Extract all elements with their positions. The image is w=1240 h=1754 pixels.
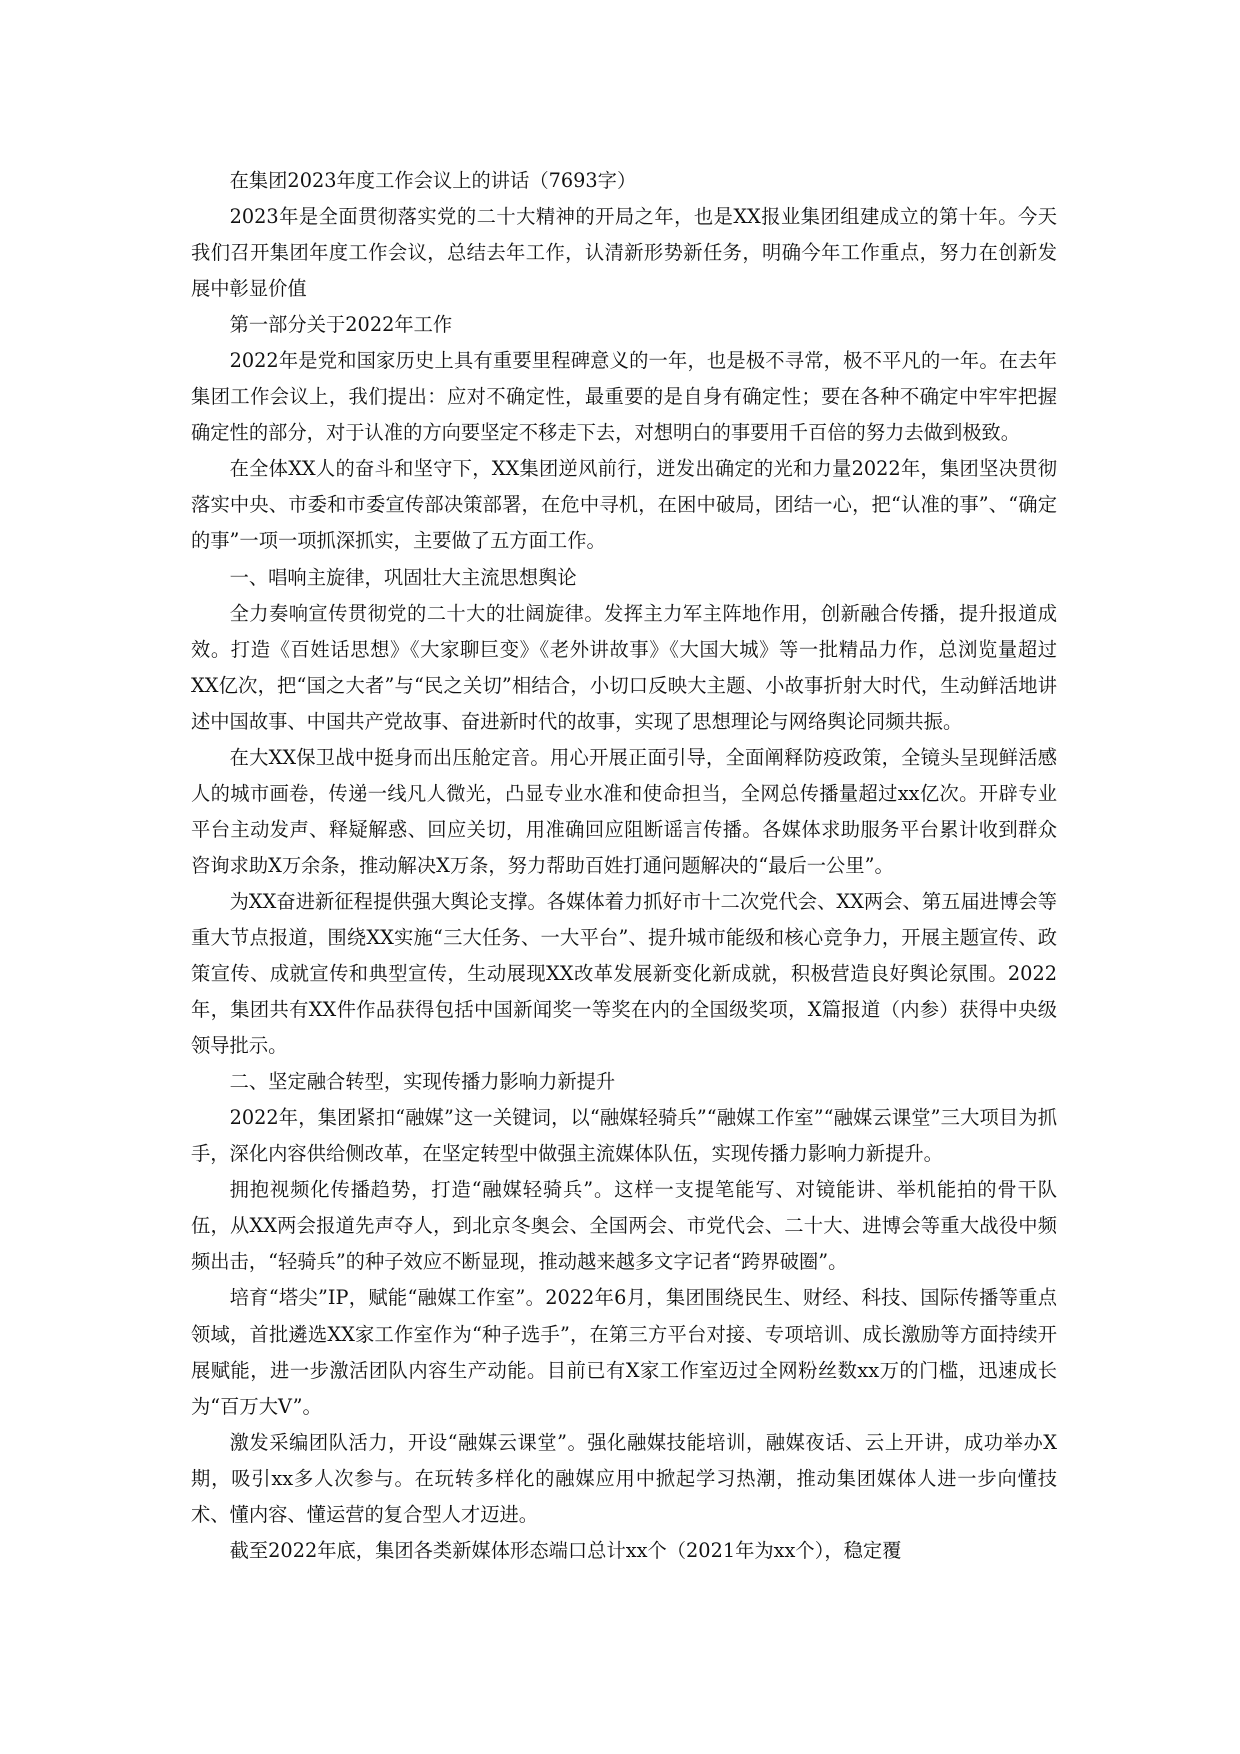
body-paragraph: 激发采编团队活力，开设“融媒云课堂”。强化融媒技能培训，融媒夜话、云上开讲，成功举办X期，吸引xx多人次参与。在玩转多样化的融媒应用中掀起学习热潮，推动集团媒体人进一步向懂技术、懂内容、懂运营的复合型人才迈进。 [191,1430,1057,1526]
body-paragraph: 为XX奋进新征程提供强大舆论支撑。各媒体着力抓好市十二次党代会、XX两会、第五届进博会等重大节点报道，围绕XX实施“三大任务、一大平台”、提升城市能级和核心竞争力，开展主题宣传、政策宣传、成就宣传和典型宣传，生动展现XX改革发展新变化新成就，积极营造良好舆论氛围。2022年，集团共有XX件作品获得包括中国新闻奖一等奖在内的全国级奖项，X篇报道（内参）获得中央级领导批示。 [191,889,1057,1058]
subsection-heading-two: 二、坚定融合转型，实现传播力影响力新提升 [229,1070,616,1094]
body-paragraph: 全力奏响宣传贯彻党的二十大的壮阔旋律。发挥主力军主阵地作用，创新融合传播，提升报道成效。打造《百姓话思想》《大家聊巨变》《老外讲故事》《大国大城》等一批精品力作，总浏览量超过XX亿次，把“国之大者”与“民之关切”相结合，小切口反映大主题、小故事折射大时代，生动鲜活地讲述中国故事、中国共产党故事、奋进新时代的故事，实现了思想理论与网络舆论同频共振。 [191,601,1057,733]
document-title: 在集团2023年度工作会议上的讲话（7693字） [229,169,637,192]
body-paragraph: 培育“塔尖”IP，赋能“融媒工作室”。2022年6月，集团围绕民生、财经、科技、国际传播等重点领域，首批遴选XX家工作室作为“种子选手”，在第三方平台对接、专项培训、成长激励等方面持续开展赋能，进一步激活团队内容生产动能。目前已有X家工作室迈过全网粉丝数xx万的门槛，迅速成长为“百万大V”。 [191,1286,1057,1418]
intro-paragraph: 2023年是全面贯彻落实党的二十大精神的开局之年，也是XX报业集团组建成立的第十年。今天我们召开集团年度工作会议，总结去年工作，认清新形势新任务，明确今年工作重点，努力在创新发展中彰显价值 [191,205,1057,301]
subsection-heading-one: 一、唱响主旋律，巩固壮大主流思想舆论 [229,565,577,589]
document-page [191,163,1057,1569]
body-paragraph: 在大XX保卫战中挺身而出压舱定音。用心开展正面引导，全面阐释防疫政策，全镜头呈现鲜活感人的城市画卷，传递一线凡人微光，凸显专业水准和使命担当，全网总传播量超过xx亿次。开辟专业平台主动发声、释疑解惑、回应关切，用准确回应阻断谣言传播。各媒体求助服务平台累计收到群众咨询求助X万余条，推动解决X万条，努力帮助百姓打通问题解决的“最后一公里”。 [191,745,1057,877]
body-paragraph: 2022年是党和国家历史上具有重要里程碑意义的一年，也是极不寻常，极不平凡的一年。在去年集团工作会议上，我们提出：应对不确定性，最重要的是自身有确定性；要在各种不确定中牢牢把握确定性的部分，对于认准的方向要坚定不移走下去，对想明白的事要用千百倍的努力去做到极致。 [191,349,1057,445]
section-heading-part-one: 第一部分关于2022年工作 [229,313,453,337]
body-paragraph: 拥抱视频化传播趋势，打造“融媒轻骑兵”。这样一支提笔能写、对镜能讲、举机能拍的骨干队伍，从XX两会报道先声夺人，到北京冬奥会、全国两会、市党代会、二十大、进博会等重大战役中频频出击，“轻骑兵”的种子效应不断显现，推动越来越多文字记者“跨界破圈”。 [191,1178,1057,1274]
body-paragraph: 2022年，集团紧扣“融媒”这一关键词，以“融媒轻骑兵”“融媒工作室”“融媒云课堂”三大项目为抓手，深化内容供给侧改革，在坚定转型中做强主流媒体队伍，实现传播力影响力新提升。 [191,1106,1057,1166]
body-paragraph: 在全体XX人的奋斗和坚守下，XX集团逆风前行，迸发出确定的光和力量2022年，集团坚决贯彻落实中央、市委和市委宣传部决策部署，在危中寻机，在困中破局，团结一心，把“认准的事”、“确定的事”一项一项抓深抓实，主要做了五方面工作。 [191,457,1057,553]
body-paragraph: 截至2022年底，集团各类新媒体形态端口总计xx个（2021年为xx个），稳定覆 [229,1538,902,1562]
